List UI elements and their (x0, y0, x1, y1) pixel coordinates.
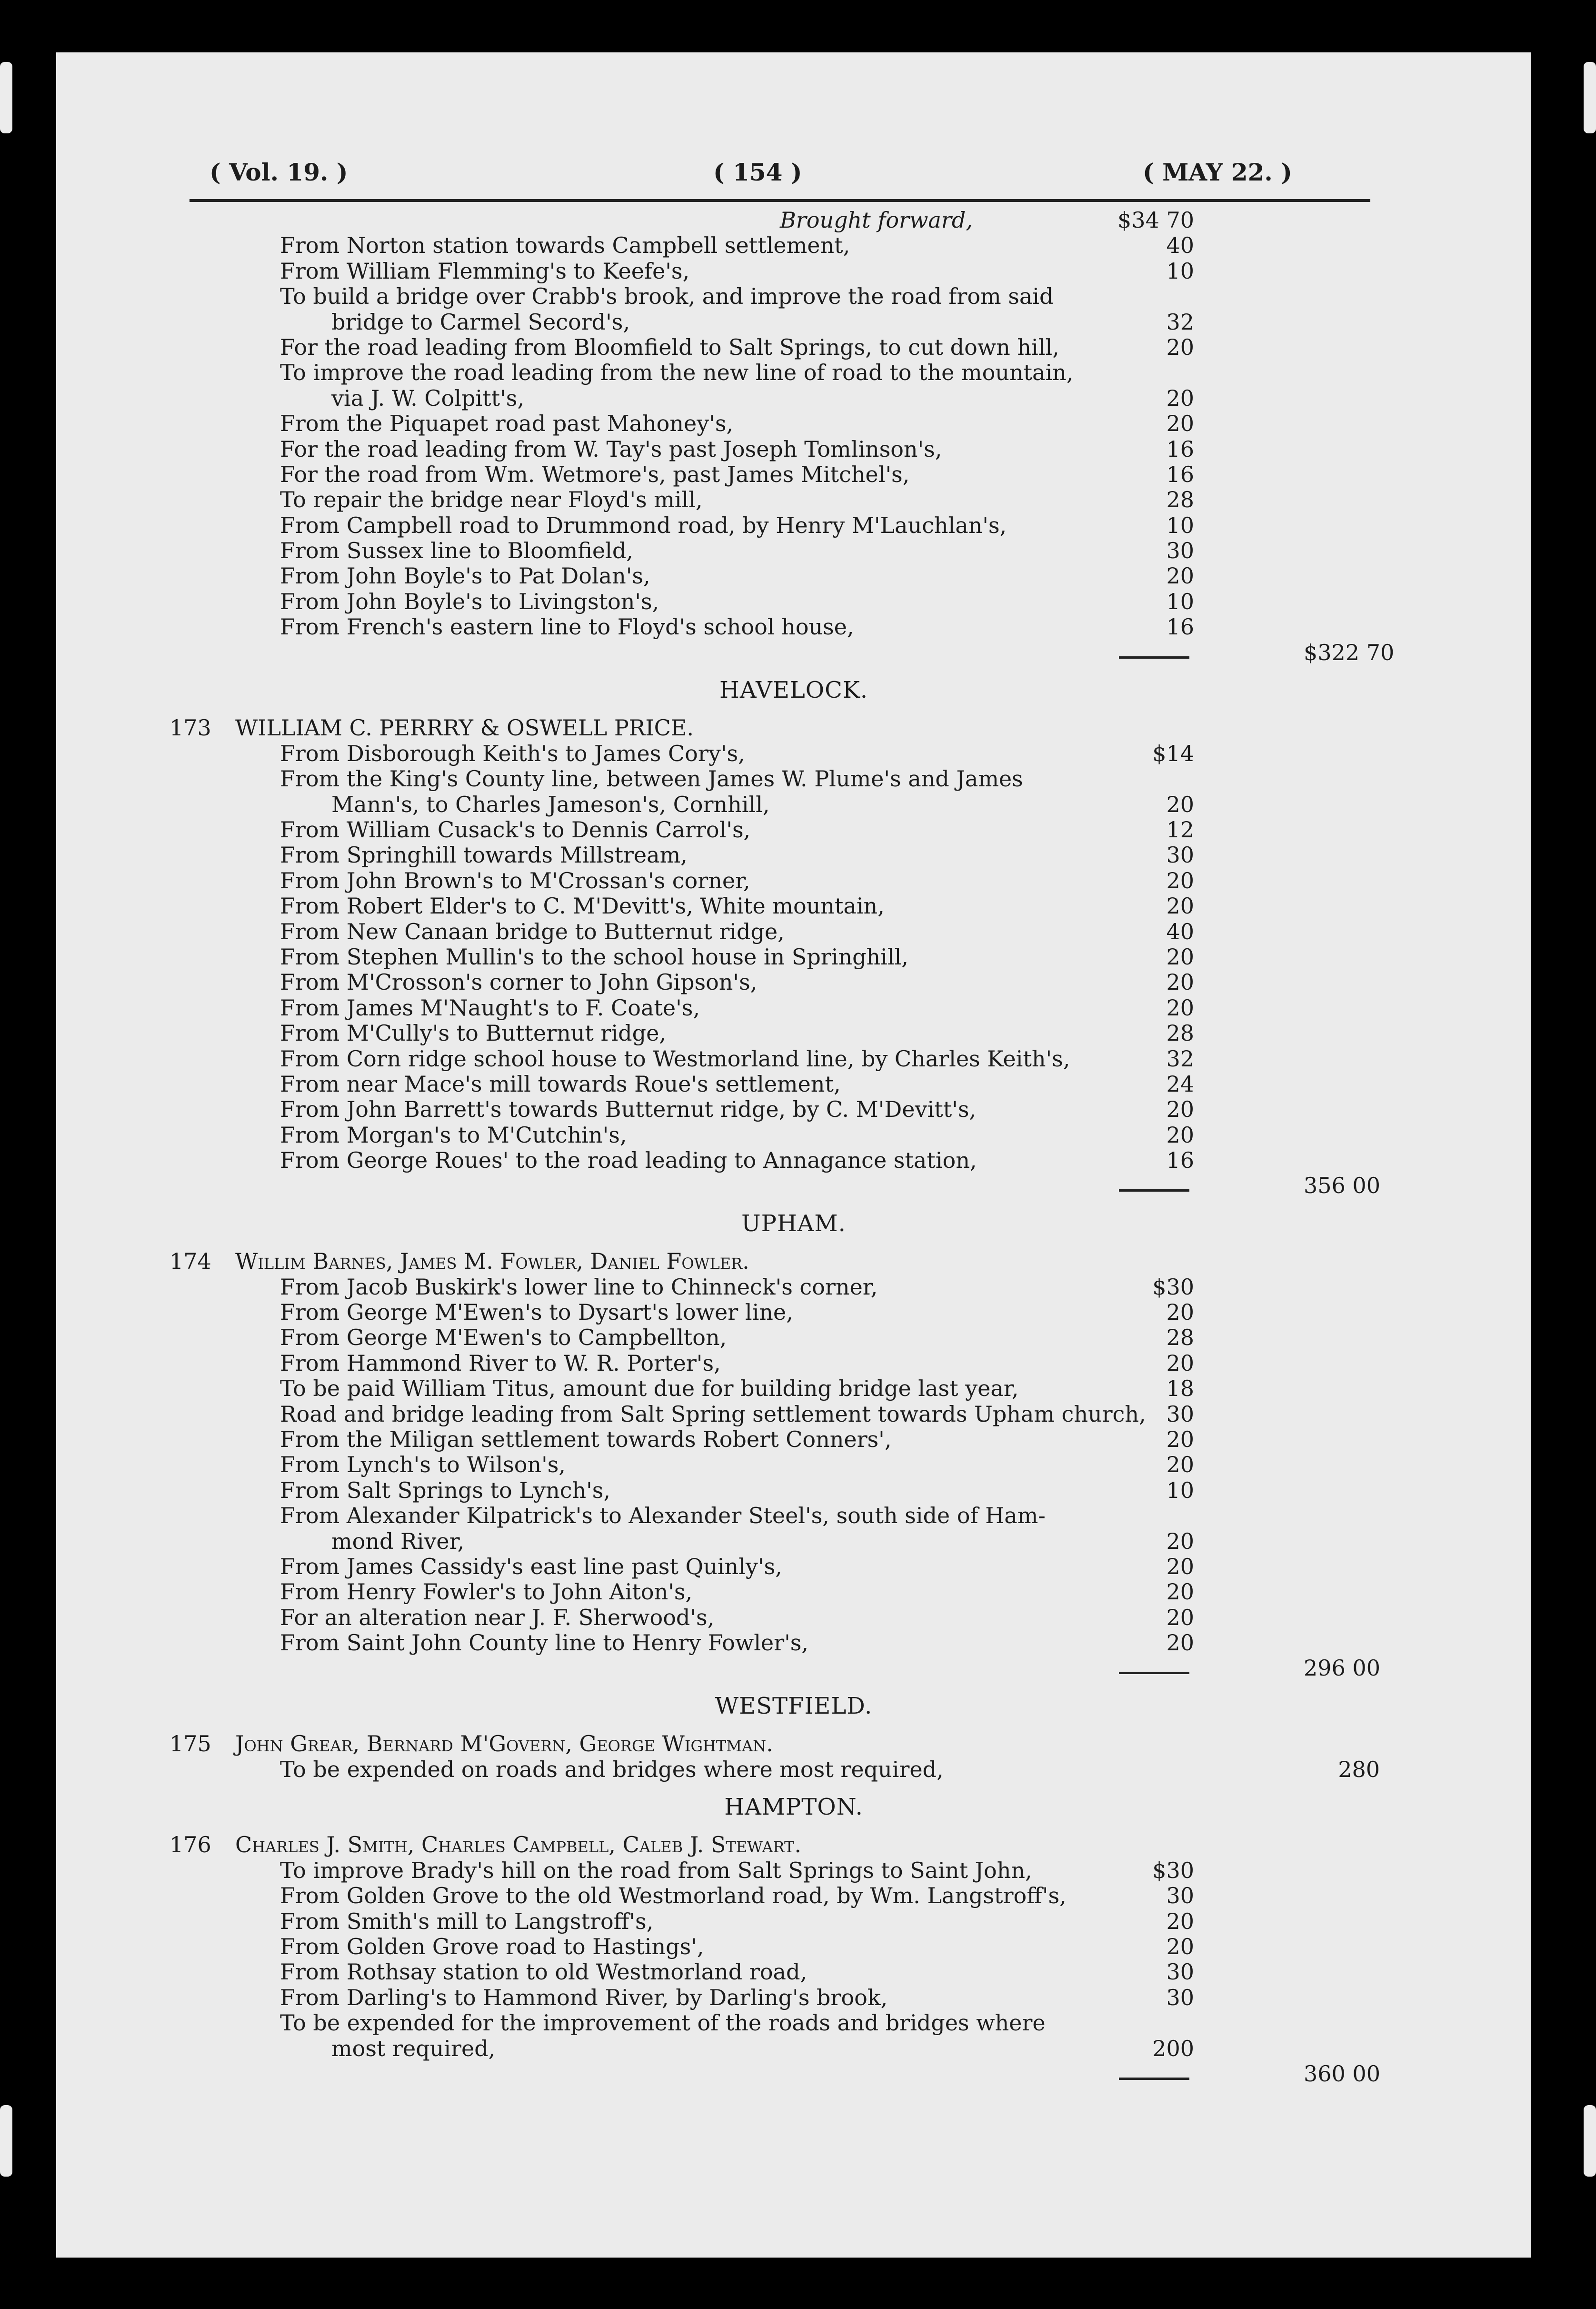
section-heading (56, 678, 1531, 703)
line-amount: 20 (1166, 411, 1194, 437)
line-amount: 20 (1166, 334, 1194, 360)
section-names-row (56, 1249, 1531, 1274)
line-item (56, 614, 1531, 640)
line-text: From George M'Ewen's to Dysart's lower line, (280, 1299, 793, 1325)
line-amount: 10 (1166, 1477, 1194, 1503)
total-row (56, 640, 1531, 665)
section-title: UPHAM. (741, 1210, 846, 1237)
volume-label: ( Vol. 19. ) (209, 158, 348, 186)
line-text: From Disborough Keith's to James Cory's, (280, 740, 745, 766)
section-total: 296 00 (1304, 1655, 1380, 1681)
line-item (56, 1402, 1531, 1427)
line-text: From William Cusack's to Dennis Carrol's, (280, 816, 751, 843)
line-item (56, 1478, 1531, 1503)
brought-forward-label: Brought forward, (780, 207, 973, 233)
line-item (56, 919, 1531, 944)
line-item (56, 1325, 1531, 1350)
line-item (56, 513, 1531, 538)
line-item (56, 817, 1531, 843)
line-text: From John Boyle's to Pat Dolan's, (280, 563, 650, 589)
line-text: From Salt Springs to Lynch's, (280, 1477, 610, 1503)
line-item (56, 1985, 1531, 2010)
page-number: ( 154 ) (713, 158, 802, 186)
film-edge-bottom-right (1584, 2105, 1596, 2177)
section-names: Charles J. Smith, Charles Campbell, Caleb J. Stewart. (235, 1832, 801, 1858)
line-text: To be expended on roads and bridges where most required, (280, 1756, 944, 1782)
brought-forward-row (56, 208, 1531, 233)
line-text: From Robert Elder's to C. M'Devitt's, White mountain, (280, 893, 885, 919)
line-item-continuation (56, 310, 1531, 335)
line-amount: 20 (1166, 944, 1194, 970)
line-amount: 20 (1166, 1908, 1194, 1934)
line-text-continuation: most required, (331, 2035, 496, 2061)
line-text: From Alexander Kilpatrick's to Alexander Steel's, south side of Ham- (280, 1503, 1046, 1529)
line-text: To be paid William Titus, amount due for building bridge last year, (280, 1375, 1019, 1402)
section-number: 176 (170, 1832, 211, 1858)
subtotal-rule (1119, 2078, 1189, 2080)
line-item (56, 284, 1531, 309)
line-text: From George Roues' to the road leading to Annagance station, (280, 1147, 977, 1174)
line-item (56, 1503, 1531, 1528)
section-names-row (56, 1731, 1531, 1757)
line-text: To improve Brady's hill on the road from Salt Springs to Saint John, (280, 1857, 1032, 1883)
line-amount: $30 (1152, 1274, 1194, 1300)
line-text: From Campbell road to Drummond road, by Henry M'Lauchlan's, (280, 512, 1007, 538)
line-amount: 20 (1166, 791, 1194, 817)
section-total: 356 00 (1304, 1173, 1380, 1199)
line-item-continuation (56, 1529, 1531, 1554)
brought-forward-amount: $34 70 (1117, 207, 1194, 233)
line-amount: 200 (1152, 2035, 1194, 2061)
date-label: ( MAY 22. ) (1143, 158, 1292, 186)
section-gap (56, 1820, 1531, 1832)
line-item (56, 233, 1531, 258)
line-text: From Morgan's to M'Cutchin's, (280, 1122, 627, 1148)
line-text: From John Barrett's towards Butternut ridge, by C. M'Devitt's, (280, 1096, 977, 1123)
line-amount: 30 (1166, 1959, 1194, 1985)
line-amount: 30 (1166, 1401, 1194, 1427)
line-text: From near Mace's mill towards Roue's settlement, (280, 1071, 841, 1097)
line-amount: 24 (1166, 1071, 1194, 1097)
section-total: 360 00 (1304, 2060, 1380, 2087)
line-amount: 20 (1166, 893, 1194, 919)
line-item (56, 1046, 1531, 1072)
line-text-continuation: bridge to Carmel Secord's, (331, 309, 630, 335)
line-item (56, 1934, 1531, 1959)
line-text-continuation: Mann's, to Charles Jameson's, Cornhill, (331, 791, 770, 817)
section-number: 174 (170, 1248, 211, 1275)
line-item (56, 1148, 1531, 1173)
line-text: From Sussex line to Bloomfield, (280, 538, 633, 564)
line-amount: 20 (1166, 1122, 1194, 1148)
section-total: 280 (1338, 1756, 1380, 1782)
line-item (56, 1300, 1531, 1325)
line-amount: 20 (1166, 1528, 1194, 1554)
line-item (56, 1579, 1531, 1605)
line-amount: 16 (1166, 461, 1194, 487)
line-amount: $14 (1152, 740, 1194, 766)
line-amount: 20 (1166, 1553, 1194, 1579)
line-text: To be expended for the improvement of the roads and bridges where (280, 2010, 1046, 2036)
line-item (56, 741, 1531, 766)
line-item (56, 970, 1531, 995)
document-page (56, 52, 1531, 2258)
line-amount: 10 (1166, 512, 1194, 538)
line-amount: 20 (1166, 969, 1194, 995)
line-amount: 32 (1166, 309, 1194, 335)
section-number: 175 (170, 1731, 211, 1757)
line-item (56, 1858, 1531, 1883)
film-edge-top-right (1584, 62, 1596, 133)
line-item (56, 1275, 1531, 1300)
line-item-continuation (56, 792, 1531, 817)
line-text: From Henry Fowler's to John Aiton's, (280, 1579, 693, 1605)
line-amount: 10 (1166, 258, 1194, 284)
line-amount: 20 (1166, 385, 1194, 411)
line-item (56, 843, 1531, 868)
line-text: From Stephen Mullin's to the school house in Springhill, (280, 944, 908, 970)
line-item (56, 1427, 1531, 1452)
header-rule (190, 199, 1370, 202)
line-text: To improve the road leading from the new line of road to the mountain, (280, 360, 1074, 386)
line-item-continuation (56, 2036, 1531, 2061)
line-text: For an alteration near J. F. Sherwood's, (280, 1604, 715, 1630)
line-amount: 20 (1166, 1350, 1194, 1376)
section-names-row (56, 715, 1531, 741)
line-text: From Lynch's to Wilson's, (280, 1452, 566, 1478)
line-text: From Golden Grove road to Hastings', (280, 1934, 704, 1959)
line-amount: 20 (1166, 1604, 1194, 1630)
line-item (56, 487, 1531, 512)
line-text: From the Miligan settlement towards Robert Conners', (280, 1426, 892, 1452)
line-text: From Jacob Buskirk's lower line to Chinneck's corner, (280, 1274, 878, 1300)
total-row (56, 1656, 1531, 1681)
line-amount: $30 (1152, 1857, 1194, 1883)
line-text: From Springhill towards Millstream, (280, 842, 688, 868)
line-amount: 28 (1166, 1325, 1194, 1351)
line-amount: 20 (1166, 1426, 1194, 1452)
line-amount: 28 (1166, 487, 1194, 513)
section-heading (56, 1211, 1531, 1236)
line-text: From Hammond River to W. R. Porter's, (280, 1350, 721, 1376)
section-title: HAVELOCK. (719, 677, 868, 704)
page-header (56, 52, 1531, 195)
line-item (56, 1959, 1531, 1985)
section-names-row (56, 1832, 1531, 1857)
section-title: WESTFIELD. (715, 1692, 873, 1719)
section-number: 173 (170, 715, 211, 741)
line-amount: 40 (1166, 918, 1194, 944)
subtotal-rule (1119, 1189, 1189, 1192)
line-text: From Darling's to Hammond River, by Darling's brook, (280, 1984, 888, 2010)
line-item (56, 1605, 1531, 1630)
line-item (56, 893, 1531, 919)
line-amount: 10 (1166, 588, 1194, 614)
line-item (56, 437, 1531, 462)
film-edge-bottom-left (0, 2105, 12, 2177)
section-heading (56, 1795, 1531, 1820)
line-amount: 12 (1166, 816, 1194, 843)
section-gap (56, 1782, 1531, 1795)
line-text: From John Brown's to M'Crossan's corner, (280, 867, 750, 893)
section-gap (56, 1719, 1531, 1731)
line-amount: 16 (1166, 614, 1194, 640)
line-text: From Norton station towards Campbell settlement, (280, 232, 850, 259)
line-item (56, 868, 1531, 893)
line-text: From Smith's mill to Langstroff's, (280, 1908, 654, 1934)
section-gap (56, 1236, 1531, 1249)
line-amount: 20 (1166, 1452, 1194, 1478)
line-item (56, 411, 1531, 436)
subtotal-rule (1119, 656, 1189, 659)
line-item (56, 1452, 1531, 1477)
line-item (56, 2010, 1531, 2036)
line-item (56, 1757, 1531, 1782)
line-item (56, 1376, 1531, 1401)
total-row (56, 2061, 1531, 2087)
line-item-continuation (56, 386, 1531, 411)
line-text: To repair the bridge near Floyd's mill, (280, 487, 703, 513)
line-text: From French's eastern line to Floyd's school house, (280, 614, 854, 640)
line-amount: 30 (1166, 538, 1194, 564)
line-item (56, 462, 1531, 487)
line-item (56, 1883, 1531, 1908)
subtotal-rule (1119, 1672, 1189, 1674)
line-amount: 20 (1166, 994, 1194, 1021)
section-gap (56, 703, 1531, 715)
line-text-continuation: via J. W. Colpitt's, (331, 385, 524, 411)
line-text: From the Piquapet road past Mahoney's, (280, 411, 734, 437)
total-row (56, 1173, 1531, 1198)
line-item (56, 589, 1531, 614)
line-amount: 18 (1166, 1375, 1194, 1402)
line-text: From Saint John County line to Henry Fowler's, (280, 1630, 808, 1656)
line-item (56, 1630, 1531, 1656)
line-text: From George M'Ewen's to Campbellton, (280, 1325, 727, 1351)
line-text: From Corn ridge school house to Westmorland line, by Charles Keith's, (280, 1045, 1070, 1072)
line-amount: 20 (1166, 1579, 1194, 1605)
line-text: For the road leading from Bloomfield to Salt Springs, to cut down hill, (280, 334, 1059, 360)
line-text: For the road leading from W. Tay's past Joseph Tomlinson's, (280, 436, 942, 462)
line-amount: 30 (1166, 842, 1194, 868)
line-text: From M'Cully's to Butternut ridge, (280, 1020, 666, 1046)
section-gap (56, 1681, 1531, 1694)
line-amount: 20 (1166, 1096, 1194, 1123)
line-text: To build a bridge over Crabb's brook, and improve the road from said (280, 283, 1054, 310)
line-text: From James M'Naught's to F. Coate's, (280, 994, 700, 1021)
line-text: From James Cassidy's east line past Quinly's, (280, 1553, 782, 1579)
line-text: Road and bridge leading from Salt Spring settlement towards Upham church, (280, 1401, 1146, 1427)
line-item (56, 259, 1531, 284)
line-amount: 32 (1166, 1045, 1194, 1072)
line-item (56, 335, 1531, 360)
section-heading (56, 1694, 1531, 1719)
line-item (56, 995, 1531, 1021)
line-text: From John Boyle's to Livingston's, (280, 588, 659, 614)
section-gap (56, 1199, 1531, 1211)
line-text: From the King's County line, between James W. Plume's and James (280, 766, 1023, 792)
line-text: For the road from Wm. Wetmore's, past James Mitchel's, (280, 461, 910, 487)
line-item (56, 563, 1531, 589)
section-title: HAMPTON. (724, 1794, 863, 1821)
line-item (56, 1554, 1531, 1579)
line-text: From New Canaan bridge to Butternut ridge, (280, 918, 785, 944)
line-text: From William Flemming's to Keefe's, (280, 258, 690, 284)
line-amount: 16 (1166, 436, 1194, 462)
section-names: John Grear, Bernard M'Govern, George Wightman. (235, 1731, 773, 1757)
line-amount: 30 (1166, 1883, 1194, 1909)
line-text: From Rothsay station to old Westmorland road, (280, 1959, 808, 1985)
section-total: $322 70 (1304, 639, 1395, 665)
line-amount: 20 (1166, 1630, 1194, 1656)
line-text-continuation: mond River, (331, 1528, 465, 1554)
section-names: Willim Barnes, James M. Fowler, Daniel Fowler. (235, 1248, 749, 1275)
line-item (56, 1072, 1531, 1097)
line-item (56, 1909, 1531, 1934)
film-edge-top-left (0, 62, 12, 133)
line-amount: 20 (1166, 867, 1194, 893)
line-item (56, 1123, 1531, 1148)
line-item (56, 766, 1531, 792)
line-amount: 16 (1166, 1147, 1194, 1174)
line-amount: 30 (1166, 1984, 1194, 2010)
line-item (56, 538, 1531, 563)
line-item (56, 944, 1531, 970)
line-item (56, 360, 1531, 385)
line-amount: 40 (1166, 232, 1194, 259)
line-item (56, 1021, 1531, 1046)
section-names: WILLIAM C. PERRRY & OSWELL PRICE. (235, 715, 694, 741)
line-amount: 28 (1166, 1020, 1194, 1046)
line-item (56, 1351, 1531, 1376)
ledger-content (56, 208, 1531, 2087)
section-gap (56, 665, 1531, 678)
line-text: From Golden Grove to the old Westmorland road, by Wm. Langstroff's, (280, 1883, 1067, 1909)
line-amount: 20 (1166, 1934, 1194, 1959)
line-item (56, 1097, 1531, 1122)
line-amount: 20 (1166, 1299, 1194, 1325)
line-text: From M'Crosson's corner to John Gipson's, (280, 969, 758, 995)
line-amount: 20 (1166, 563, 1194, 589)
